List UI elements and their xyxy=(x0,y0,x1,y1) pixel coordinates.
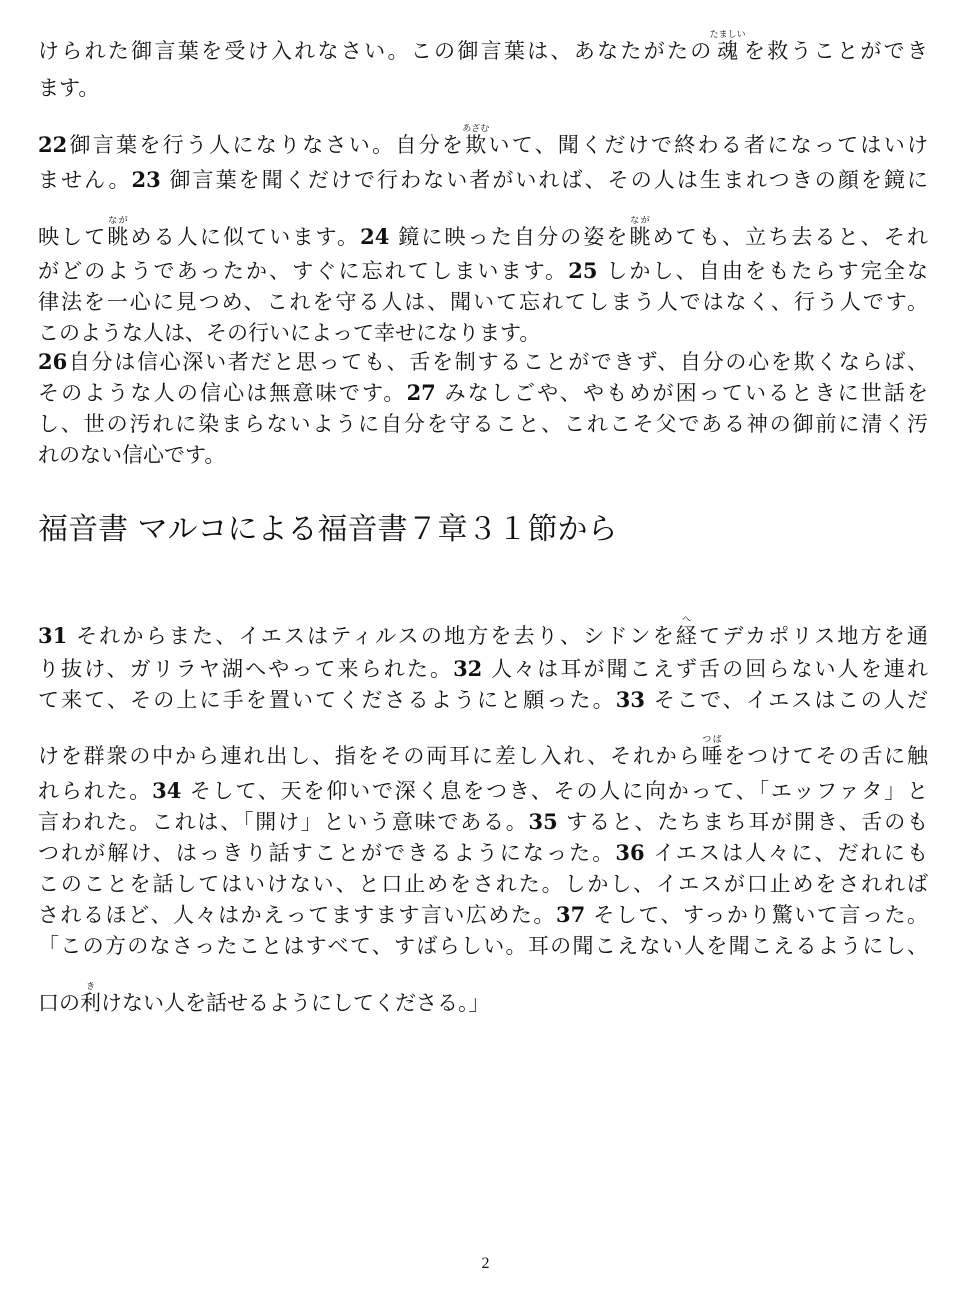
text-run: けられた御言葉を受け入れなさい。この御言葉は、あなたがたの xyxy=(38,39,714,63)
paragraph-line xyxy=(38,124,928,158)
verse-number: 26 xyxy=(38,349,68,374)
ruby-base: 欺 xyxy=(462,133,490,157)
text-run: てデカポリス地方を通 xyxy=(699,624,928,648)
paragraph-line xyxy=(38,615,928,649)
verse-number: 34 xyxy=(152,778,182,803)
text-run: 御言葉を行う人になりなさい。自分を xyxy=(67,133,466,157)
text-run: 律法を一心に見つめ、これを守る人は、聞いて忘れてしまう人ではなく、行う人です。 xyxy=(38,290,928,314)
paragraph-line xyxy=(38,167,928,193)
ruby-base: 唾 xyxy=(701,744,725,768)
ruby-word xyxy=(709,30,746,63)
paragraph-line xyxy=(38,380,928,406)
text-run: けを群衆の中から連れ出し、指をその両耳に差し入れ、それから xyxy=(38,744,702,768)
text-run: そして、天を仰いで深く息をつき、その人に向かって、「エッファタ」と xyxy=(189,779,928,803)
ruby-word xyxy=(80,982,101,1015)
text-run: し、世の汚れに染まらないように自分を守ること、これこそ父である神の御前に清く汚 xyxy=(38,412,928,436)
verse-number: 22 xyxy=(38,132,68,157)
paragraph-line xyxy=(38,349,928,375)
verse-number: 36 xyxy=(615,840,645,865)
text-run: それからまた、イエスはティルスの地方を去り、シドンを xyxy=(76,624,676,648)
paragraph-line xyxy=(38,735,928,769)
paragraph-line xyxy=(38,933,928,959)
paragraph-line xyxy=(38,840,928,866)
text-run: いて、聞くだけで終わる者になってはいけ xyxy=(486,133,928,157)
text-run: 自分は信心深い者だと思っても、舌を制することができず、自分の心を欺くならば、 xyxy=(67,350,928,374)
text-run: める人に似ています。 xyxy=(130,225,361,249)
text-run: そこで、イエスはこの人だ xyxy=(653,688,928,712)
paragraph-line xyxy=(38,871,928,897)
paragraph-line xyxy=(38,411,928,437)
text-run: しかし、自由をもたらす完全な xyxy=(606,259,928,283)
verse-number: 33 xyxy=(615,687,646,712)
text-run: ます。 xyxy=(38,76,100,100)
paragraph-line xyxy=(38,809,928,835)
ruby-base: 眺 xyxy=(629,225,653,249)
paragraph-line xyxy=(38,216,928,250)
paragraph-line xyxy=(38,687,928,713)
text-run: めても、立ち去ると、それ xyxy=(652,225,928,249)
paragraph-line xyxy=(38,982,928,1016)
text-run: り抜け、ガリラヤ湖へやって来られた。 xyxy=(38,657,454,681)
ruby-word xyxy=(701,735,725,768)
text-run: 「この方のなさったことはすべて、すばらしい。耳の聞こえない人を聞こえるようにし、 xyxy=(38,934,928,958)
text-run: つれが解け、はっきり話すことができるようになった。 xyxy=(38,841,616,865)
text-run: そして、すっかり驚いて言った。 xyxy=(593,903,928,927)
text-run: けない人を話せるようにしてくださる。」 xyxy=(101,991,490,1015)
ruby-reading: つば xyxy=(701,735,723,745)
text-run: みなしごや、やもめが困っているときに世話を xyxy=(444,381,928,405)
paragraph-line xyxy=(38,258,928,284)
paragraph-line xyxy=(38,656,928,682)
paragraph-line xyxy=(38,75,928,101)
text-run: 映して xyxy=(38,225,108,249)
ruby-reading: なが xyxy=(107,216,129,226)
verse-number: 25 xyxy=(568,258,598,283)
text-run: このことを話してはいけない、と口止めをされた。しかし、イエスが口止めをされれば xyxy=(38,872,928,896)
paragraph-line xyxy=(38,442,928,468)
text-run: そのような人の信心は無意味です。 xyxy=(38,381,407,405)
text-run: をつけてその舌に触 xyxy=(724,744,928,768)
verse-number: 32 xyxy=(453,656,483,681)
ruby-word xyxy=(629,216,653,249)
text-run: れのない信心です。 xyxy=(38,443,226,467)
ruby-reading: へ xyxy=(675,615,697,625)
paragraph-line xyxy=(38,289,928,315)
ruby-reading: たましい xyxy=(709,30,746,40)
text-run: このような人は、その行いによって幸せになります。 xyxy=(38,321,541,345)
page-number: 2 xyxy=(481,1255,490,1272)
ruby-base: 眺 xyxy=(107,225,131,249)
ruby-base: 魂 xyxy=(709,39,746,63)
text-run: 人々は耳が聞こえず舌の回らない人を連れ xyxy=(491,657,928,681)
verse-number: 37 xyxy=(555,902,586,927)
text-run: すると、たちまち耳が開き、舌のも xyxy=(566,810,928,834)
ruby-base: 利 xyxy=(80,991,101,1015)
ruby-reading: なが xyxy=(629,216,651,226)
verse-number: 24 xyxy=(360,224,390,249)
ruby-base: 経 xyxy=(675,624,700,648)
text-run: 鏡に映った自分の姿を xyxy=(398,225,630,249)
text-run: て来て、その上に手を置いてくださるようにと願った。 xyxy=(38,688,616,712)
ruby-reading: あざむ xyxy=(462,124,490,134)
text-run: 口の xyxy=(38,991,80,1015)
paragraph-line xyxy=(38,778,928,804)
text-run: を救うことができ xyxy=(741,39,928,63)
text-run: 言われた。これは、「開け」という意味である。 xyxy=(38,810,529,834)
text-run: れられた。 xyxy=(38,779,153,803)
ruby-word xyxy=(462,124,490,157)
ruby-word xyxy=(107,216,131,249)
verse-number: 31 xyxy=(38,623,68,648)
text-run: 御言葉を聞くだけで行わない者がいれば、その人は生まれつきの顔を鏡に xyxy=(169,168,928,192)
paragraph-line xyxy=(38,902,928,928)
verse-number: 23 xyxy=(131,167,161,192)
text-run: されるほど、人々はかえってますます言い広めた。 xyxy=(38,903,556,927)
verse-number: 27 xyxy=(406,380,436,405)
text-run: ません。 xyxy=(38,168,132,192)
ruby-word xyxy=(675,615,700,648)
section-heading: 福音書 マルコによる福音書７章３１節から xyxy=(38,512,618,547)
text-run: がどのようであったか、すぐに忘れてしまいます。 xyxy=(38,259,569,283)
ruby-reading: き xyxy=(80,982,101,992)
paragraph-line xyxy=(38,30,928,64)
text-run: イエスは人々に、だれにも xyxy=(653,841,928,865)
paragraph-line xyxy=(38,320,928,346)
verse-number: 35 xyxy=(528,809,558,834)
